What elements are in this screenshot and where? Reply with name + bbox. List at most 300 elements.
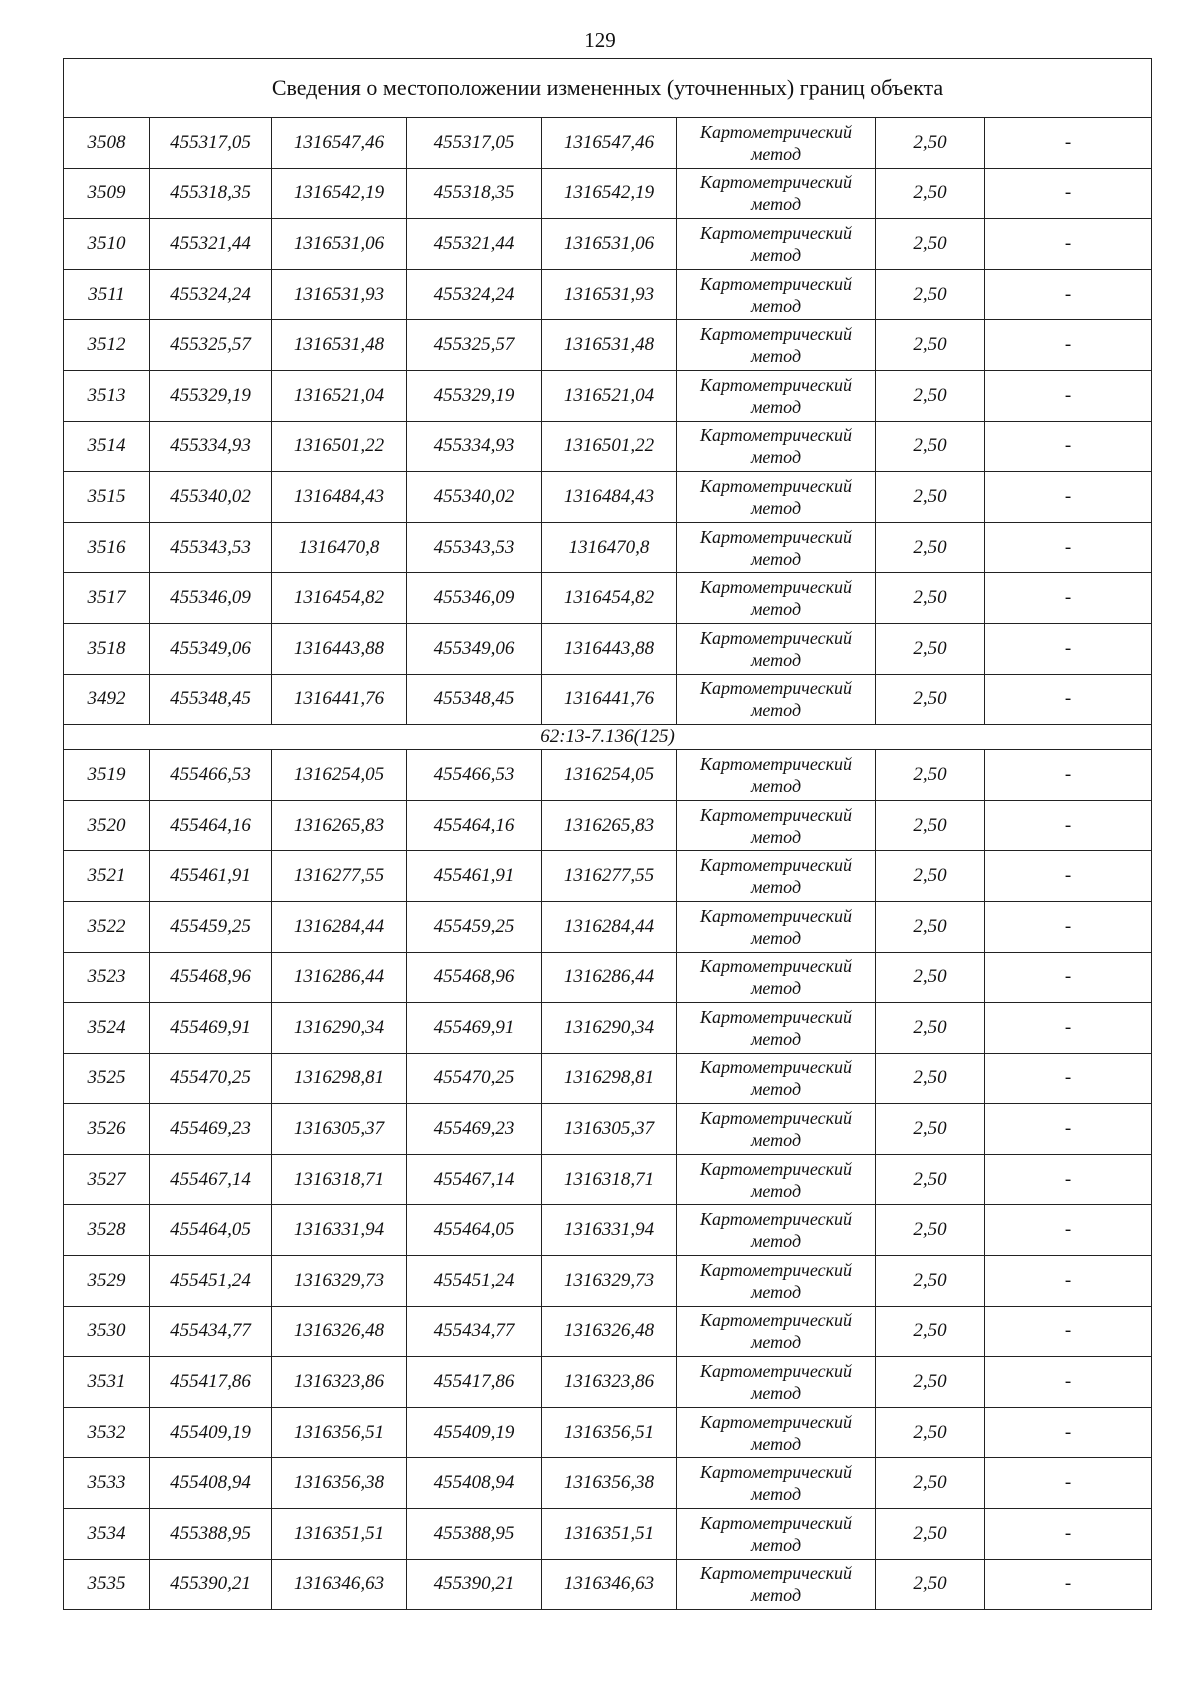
method-line-1: Картометрический bbox=[699, 804, 852, 825]
description-cell: - bbox=[985, 472, 1152, 523]
method-cell bbox=[677, 1154, 876, 1205]
y-existing-cell: 1316441,76 bbox=[272, 674, 407, 725]
y-new-cell: 1316351,51 bbox=[542, 1509, 677, 1560]
table-row bbox=[64, 901, 1152, 952]
description-cell: - bbox=[985, 370, 1152, 421]
description-cell: - bbox=[985, 573, 1152, 624]
y-new-cell: 1316254,05 bbox=[542, 750, 677, 801]
method-line-2: метод bbox=[750, 927, 802, 948]
table-row bbox=[64, 1154, 1152, 1205]
point-number-cell: 3528 bbox=[64, 1205, 150, 1256]
y-existing-cell: 1316298,81 bbox=[272, 1053, 407, 1104]
accuracy-cell: 2,50 bbox=[876, 623, 985, 674]
accuracy-cell: 2,50 bbox=[876, 1053, 985, 1104]
y-new-cell: 1316326,48 bbox=[542, 1306, 677, 1357]
x-existing-cell: 455388,95 bbox=[150, 1509, 272, 1560]
y-existing-cell: 1316521,04 bbox=[272, 370, 407, 421]
point-number-cell: 3524 bbox=[64, 1003, 150, 1054]
accuracy-cell: 2,50 bbox=[876, 168, 985, 219]
x-existing-cell: 455468,96 bbox=[150, 952, 272, 1003]
method-cell bbox=[677, 1458, 876, 1509]
y-existing-cell: 1316484,43 bbox=[272, 472, 407, 523]
method-line-1: Картометрический bbox=[699, 374, 852, 395]
x-existing-cell: 455346,09 bbox=[150, 573, 272, 624]
description-cell: - bbox=[985, 800, 1152, 851]
x-existing-cell: 455434,77 bbox=[150, 1306, 272, 1357]
x-new-cell: 455461,91 bbox=[407, 851, 542, 902]
method-cell bbox=[677, 1205, 876, 1256]
x-new-cell: 455348,45 bbox=[407, 674, 542, 725]
method-line-1: Картометрический bbox=[699, 273, 852, 294]
description-cell: - bbox=[985, 674, 1152, 725]
y-existing-cell: 1316531,06 bbox=[272, 219, 407, 270]
method-line-2: метод bbox=[750, 775, 802, 796]
x-new-cell: 455408,94 bbox=[407, 1458, 542, 1509]
table-row bbox=[64, 219, 1152, 270]
y-existing-cell: 1316284,44 bbox=[272, 901, 407, 952]
y-existing-cell: 1316501,22 bbox=[272, 421, 407, 472]
y-new-cell: 1316531,93 bbox=[542, 269, 677, 320]
method-line-1: Картометрический bbox=[699, 425, 852, 446]
point-number-cell: 3515 bbox=[64, 472, 150, 523]
method-cell bbox=[677, 522, 876, 573]
x-existing-cell: 455417,86 bbox=[150, 1357, 272, 1408]
x-existing-cell: 455329,19 bbox=[150, 370, 272, 421]
method-cell bbox=[677, 421, 876, 472]
y-new-cell: 1316454,82 bbox=[542, 573, 677, 624]
description-cell: - bbox=[985, 1306, 1152, 1357]
table-row bbox=[64, 1104, 1152, 1155]
y-existing-cell: 1316318,71 bbox=[272, 1154, 407, 1205]
x-existing-cell: 455464,05 bbox=[150, 1205, 272, 1256]
method-cell bbox=[677, 1509, 876, 1560]
y-new-cell: 1316542,19 bbox=[542, 168, 677, 219]
x-existing-cell: 455409,19 bbox=[150, 1407, 272, 1458]
description-cell: - bbox=[985, 1205, 1152, 1256]
point-number-cell: 3509 bbox=[64, 168, 150, 219]
accuracy-cell: 2,50 bbox=[876, 370, 985, 421]
y-new-cell: 1316265,83 bbox=[542, 800, 677, 851]
accuracy-cell: 2,50 bbox=[876, 573, 985, 624]
table-row bbox=[64, 800, 1152, 851]
x-existing-cell: 455324,24 bbox=[150, 269, 272, 320]
y-existing-cell: 1316331,94 bbox=[272, 1205, 407, 1256]
x-new-cell: 455318,35 bbox=[407, 168, 542, 219]
y-existing-cell: 1316265,83 bbox=[272, 800, 407, 851]
x-new-cell: 455349,06 bbox=[407, 623, 542, 674]
x-existing-cell: 455464,16 bbox=[150, 800, 272, 851]
method-cell bbox=[677, 370, 876, 421]
y-existing-cell: 1316542,19 bbox=[272, 168, 407, 219]
method-cell bbox=[677, 269, 876, 320]
section-row bbox=[64, 725, 1152, 750]
table-row bbox=[64, 1205, 1152, 1256]
table-row bbox=[64, 168, 1152, 219]
method-line-2: метод bbox=[750, 194, 802, 215]
x-existing-cell: 455317,05 bbox=[150, 118, 272, 169]
point-number-cell: 3534 bbox=[64, 1509, 150, 1560]
table-row bbox=[64, 320, 1152, 371]
y-new-cell: 1316521,04 bbox=[542, 370, 677, 421]
method-line-2: метод bbox=[750, 978, 802, 999]
method-line-2: метод bbox=[750, 599, 802, 620]
point-number-cell: 3520 bbox=[64, 800, 150, 851]
table-row bbox=[64, 1357, 1152, 1408]
y-new-cell: 1316484,43 bbox=[542, 472, 677, 523]
x-existing-cell: 455334,93 bbox=[150, 421, 272, 472]
point-number-cell: 3518 bbox=[64, 623, 150, 674]
x-existing-cell: 455321,44 bbox=[150, 219, 272, 270]
x-new-cell: 455340,02 bbox=[407, 472, 542, 523]
x-new-cell: 455325,57 bbox=[407, 320, 542, 371]
method-line-1: Картометрический bbox=[699, 1259, 852, 1280]
table-row bbox=[64, 1407, 1152, 1458]
y-existing-cell: 1316454,82 bbox=[272, 573, 407, 624]
accuracy-cell: 2,50 bbox=[876, 472, 985, 523]
accuracy-cell: 2,50 bbox=[876, 952, 985, 1003]
method-cell bbox=[677, 573, 876, 624]
table-row bbox=[64, 851, 1152, 902]
y-new-cell: 1316331,94 bbox=[542, 1205, 677, 1256]
description-cell: - bbox=[985, 851, 1152, 902]
method-cell bbox=[677, 1407, 876, 1458]
method-cell bbox=[677, 800, 876, 851]
page-number: 129 bbox=[584, 28, 616, 52]
x-new-cell: 455321,44 bbox=[407, 219, 542, 270]
table-row bbox=[64, 952, 1152, 1003]
description-cell: - bbox=[985, 1509, 1152, 1560]
description-cell: - bbox=[985, 623, 1152, 674]
y-new-cell: 1316298,81 bbox=[542, 1053, 677, 1104]
description-cell: - bbox=[985, 219, 1152, 270]
y-new-cell: 1316277,55 bbox=[542, 851, 677, 902]
x-new-cell: 455464,16 bbox=[407, 800, 542, 851]
y-new-cell: 1316290,34 bbox=[542, 1003, 677, 1054]
method-line-2: метод bbox=[750, 1028, 802, 1049]
method-cell bbox=[677, 118, 876, 169]
method-line-2: метод bbox=[750, 1585, 802, 1606]
method-line-2: метод bbox=[750, 1383, 802, 1404]
x-new-cell: 455409,19 bbox=[407, 1407, 542, 1458]
description-cell: - bbox=[985, 1104, 1152, 1155]
method-cell bbox=[677, 1559, 876, 1610]
method-line-1: Картометрический bbox=[699, 1361, 852, 1382]
y-new-cell: 1316284,44 bbox=[542, 901, 677, 952]
table-row bbox=[64, 472, 1152, 523]
method-line-2: метод bbox=[750, 1433, 802, 1454]
method-cell bbox=[677, 1357, 876, 1408]
point-number-cell: 3522 bbox=[64, 901, 150, 952]
x-existing-cell: 455390,21 bbox=[150, 1559, 272, 1610]
method-cell bbox=[677, 1003, 876, 1054]
method-line-2: метод bbox=[750, 497, 802, 518]
description-cell: - bbox=[985, 320, 1152, 371]
method-line-1: Картометрический bbox=[699, 475, 852, 496]
accuracy-cell: 2,50 bbox=[876, 800, 985, 851]
method-line-2: метод bbox=[750, 1534, 802, 1555]
x-existing-cell: 455343,53 bbox=[150, 522, 272, 573]
point-number-cell: 3527 bbox=[64, 1154, 150, 1205]
x-existing-cell: 455325,57 bbox=[150, 320, 272, 371]
method-line-1: Картометрический bbox=[699, 577, 852, 598]
method-line-2: метод bbox=[750, 1180, 802, 1201]
description-cell: - bbox=[985, 1003, 1152, 1054]
method-cell bbox=[677, 952, 876, 1003]
method-line-2: метод bbox=[750, 649, 802, 670]
table-row bbox=[64, 421, 1152, 472]
y-existing-cell: 1316305,37 bbox=[272, 1104, 407, 1155]
x-existing-cell: 455318,35 bbox=[150, 168, 272, 219]
x-existing-cell: 455348,45 bbox=[150, 674, 272, 725]
x-new-cell: 455451,24 bbox=[407, 1256, 542, 1307]
table-row bbox=[64, 573, 1152, 624]
point-number-cell: 3513 bbox=[64, 370, 150, 421]
x-new-cell: 455417,86 bbox=[407, 1357, 542, 1408]
method-line-1: Картометрический bbox=[699, 956, 852, 977]
method-line-1: Картометрический bbox=[699, 1158, 852, 1179]
method-line-2: метод bbox=[750, 1130, 802, 1151]
x-new-cell: 455464,05 bbox=[407, 1205, 542, 1256]
method-cell bbox=[677, 851, 876, 902]
table-row bbox=[64, 118, 1152, 169]
method-line-2: метод bbox=[750, 346, 802, 367]
x-existing-cell: 455349,06 bbox=[150, 623, 272, 674]
method-line-2: метод bbox=[750, 1484, 802, 1505]
point-number-cell: 3529 bbox=[64, 1256, 150, 1307]
accuracy-cell: 2,50 bbox=[876, 269, 985, 320]
method-line-1: Картометрический bbox=[699, 1108, 852, 1129]
y-existing-cell: 1316531,48 bbox=[272, 320, 407, 371]
point-number-cell: 3530 bbox=[64, 1306, 150, 1357]
x-new-cell: 455467,14 bbox=[407, 1154, 542, 1205]
x-existing-cell: 455408,94 bbox=[150, 1458, 272, 1509]
accuracy-cell: 2,50 bbox=[876, 851, 985, 902]
method-line-2: метод bbox=[750, 1281, 802, 1302]
accuracy-cell: 2,50 bbox=[876, 750, 985, 801]
method-line-1: Картометрический bbox=[699, 1310, 852, 1331]
point-number-cell: 3517 bbox=[64, 573, 150, 624]
accuracy-cell: 2,50 bbox=[876, 421, 985, 472]
y-new-cell: 1316323,86 bbox=[542, 1357, 677, 1408]
method-cell bbox=[677, 674, 876, 725]
table-row bbox=[64, 623, 1152, 674]
x-existing-cell: 455469,91 bbox=[150, 1003, 272, 1054]
accuracy-cell: 2,50 bbox=[876, 1458, 985, 1509]
point-number-cell: 3531 bbox=[64, 1357, 150, 1408]
method-line-1: Картометрический bbox=[699, 1512, 852, 1533]
accuracy-cell: 2,50 bbox=[876, 522, 985, 573]
table-row bbox=[64, 1559, 1152, 1610]
description-cell: - bbox=[985, 1458, 1152, 1509]
y-existing-cell: 1316356,38 bbox=[272, 1458, 407, 1509]
x-new-cell: 455346,09 bbox=[407, 573, 542, 624]
y-new-cell: 1316356,51 bbox=[542, 1407, 677, 1458]
description-cell: - bbox=[985, 1154, 1152, 1205]
description-cell: - bbox=[985, 1357, 1152, 1408]
point-number-cell: 3514 bbox=[64, 421, 150, 472]
y-existing-cell: 1316286,44 bbox=[272, 952, 407, 1003]
table-row bbox=[64, 1509, 1152, 1560]
method-line-1: Картометрический bbox=[699, 1411, 852, 1432]
y-existing-cell: 1316254,05 bbox=[272, 750, 407, 801]
point-number-cell: 3510 bbox=[64, 219, 150, 270]
accuracy-cell: 2,50 bbox=[876, 1154, 985, 1205]
point-number-cell: 3516 bbox=[64, 522, 150, 573]
x-new-cell: 455468,96 bbox=[407, 952, 542, 1003]
description-cell: - bbox=[985, 1256, 1152, 1307]
table-caption: Сведения о местоположении измененных (уточненных) границ объекта bbox=[64, 59, 1152, 118]
x-existing-cell: 455461,91 bbox=[150, 851, 272, 902]
y-existing-cell: 1316323,86 bbox=[272, 1357, 407, 1408]
method-cell bbox=[677, 1256, 876, 1307]
accuracy-cell: 2,50 bbox=[876, 1509, 985, 1560]
description-cell: - bbox=[985, 118, 1152, 169]
method-line-1: Картометрический bbox=[699, 121, 852, 142]
y-existing-cell: 1316547,46 bbox=[272, 118, 407, 169]
table-row bbox=[64, 522, 1152, 573]
x-existing-cell: 455451,24 bbox=[150, 1256, 272, 1307]
x-new-cell: 455329,19 bbox=[407, 370, 542, 421]
accuracy-cell: 2,50 bbox=[876, 1256, 985, 1307]
x-existing-cell: 455459,25 bbox=[150, 901, 272, 952]
method-cell bbox=[677, 901, 876, 952]
method-line-2: метод bbox=[750, 700, 802, 721]
method-line-2: метод bbox=[750, 143, 802, 164]
accuracy-cell: 2,50 bbox=[876, 1357, 985, 1408]
x-new-cell: 455324,24 bbox=[407, 269, 542, 320]
method-line-2: метод bbox=[750, 1231, 802, 1252]
table-body bbox=[64, 59, 1152, 1610]
table-row bbox=[64, 1256, 1152, 1307]
y-existing-cell: 1316329,73 bbox=[272, 1256, 407, 1307]
y-new-cell: 1316470,8 bbox=[542, 522, 677, 573]
method-cell bbox=[677, 219, 876, 270]
accuracy-cell: 2,50 bbox=[876, 219, 985, 270]
x-new-cell: 455469,23 bbox=[407, 1104, 542, 1155]
description-cell: - bbox=[985, 1053, 1152, 1104]
table-row bbox=[64, 674, 1152, 725]
x-new-cell: 455317,05 bbox=[407, 118, 542, 169]
x-new-cell: 455388,95 bbox=[407, 1509, 542, 1560]
description-cell: - bbox=[985, 522, 1152, 573]
method-line-1: Картометрический bbox=[699, 1209, 852, 1230]
method-line-2: метод bbox=[750, 447, 802, 468]
point-number-cell: 3512 bbox=[64, 320, 150, 371]
description-cell: - bbox=[985, 901, 1152, 952]
y-new-cell: 1316531,48 bbox=[542, 320, 677, 371]
method-line-1: Картометрический bbox=[699, 753, 852, 774]
x-new-cell: 455470,25 bbox=[407, 1053, 542, 1104]
y-existing-cell: 1316470,8 bbox=[272, 522, 407, 573]
boundary-coordinates-table bbox=[63, 58, 1152, 1610]
table-row bbox=[64, 370, 1152, 421]
y-new-cell: 1316441,76 bbox=[542, 674, 677, 725]
method-line-2: метод bbox=[750, 826, 802, 847]
point-number-cell: 3533 bbox=[64, 1458, 150, 1509]
x-existing-cell: 455467,14 bbox=[150, 1154, 272, 1205]
accuracy-cell: 2,50 bbox=[876, 1559, 985, 1610]
y-new-cell: 1316286,44 bbox=[542, 952, 677, 1003]
x-new-cell: 455434,77 bbox=[407, 1306, 542, 1357]
accuracy-cell: 2,50 bbox=[876, 1205, 985, 1256]
x-existing-cell: 455470,25 bbox=[150, 1053, 272, 1104]
accuracy-cell: 2,50 bbox=[876, 1003, 985, 1054]
x-existing-cell: 455469,23 bbox=[150, 1104, 272, 1155]
y-existing-cell: 1316443,88 bbox=[272, 623, 407, 674]
point-number-cell: 3508 bbox=[64, 118, 150, 169]
section-label: 62:13-7.136(125) bbox=[64, 725, 1152, 750]
method-line-1: Картометрический bbox=[699, 324, 852, 345]
x-new-cell: 455459,25 bbox=[407, 901, 542, 952]
table-row bbox=[64, 1003, 1152, 1054]
description-cell: - bbox=[985, 168, 1152, 219]
method-line-1: Картометрический bbox=[699, 678, 852, 699]
method-line-1: Картометрический bbox=[699, 1006, 852, 1027]
description-cell: - bbox=[985, 269, 1152, 320]
accuracy-cell: 2,50 bbox=[876, 1104, 985, 1155]
table-row bbox=[64, 1053, 1152, 1104]
accuracy-cell: 2,50 bbox=[876, 320, 985, 371]
y-existing-cell: 1316277,55 bbox=[272, 851, 407, 902]
x-existing-cell: 455466,53 bbox=[150, 750, 272, 801]
y-existing-cell: 1316531,93 bbox=[272, 269, 407, 320]
table-row bbox=[64, 1306, 1152, 1357]
y-new-cell: 1316443,88 bbox=[542, 623, 677, 674]
method-line-1: Картометрический bbox=[699, 1057, 852, 1078]
description-cell: - bbox=[985, 1559, 1152, 1610]
point-number-cell: 3525 bbox=[64, 1053, 150, 1104]
method-line-2: метод bbox=[750, 1332, 802, 1353]
point-number-cell: 3532 bbox=[64, 1407, 150, 1458]
method-line-1: Картометрический bbox=[699, 905, 852, 926]
method-line-2: метод bbox=[750, 1079, 802, 1100]
point-number-cell: 3492 bbox=[64, 674, 150, 725]
point-number-cell: 3523 bbox=[64, 952, 150, 1003]
table-row bbox=[64, 269, 1152, 320]
description-cell: - bbox=[985, 750, 1152, 801]
method-line-1: Картометрический bbox=[699, 1563, 852, 1584]
method-cell bbox=[677, 750, 876, 801]
method-cell bbox=[677, 623, 876, 674]
method-cell bbox=[677, 472, 876, 523]
method-cell bbox=[677, 1306, 876, 1357]
method-cell bbox=[677, 320, 876, 371]
y-new-cell: 1316356,38 bbox=[542, 1458, 677, 1509]
y-new-cell: 1316305,37 bbox=[542, 1104, 677, 1155]
method-line-1: Картометрический bbox=[699, 627, 852, 648]
y-new-cell: 1316501,22 bbox=[542, 421, 677, 472]
x-existing-cell: 455340,02 bbox=[150, 472, 272, 523]
table-row bbox=[64, 750, 1152, 801]
description-cell: - bbox=[985, 421, 1152, 472]
y-new-cell: 1316346,63 bbox=[542, 1559, 677, 1610]
accuracy-cell: 2,50 bbox=[876, 1407, 985, 1458]
point-number-cell: 3511 bbox=[64, 269, 150, 320]
method-line-2: метод bbox=[750, 548, 802, 569]
x-new-cell: 455469,91 bbox=[407, 1003, 542, 1054]
description-cell: - bbox=[985, 952, 1152, 1003]
method-line-2: метод bbox=[750, 244, 802, 265]
y-new-cell: 1316318,71 bbox=[542, 1154, 677, 1205]
accuracy-cell: 2,50 bbox=[876, 674, 985, 725]
method-cell bbox=[677, 168, 876, 219]
description-cell: - bbox=[985, 1407, 1152, 1458]
x-new-cell: 455466,53 bbox=[407, 750, 542, 801]
method-cell bbox=[677, 1104, 876, 1155]
y-new-cell: 1316329,73 bbox=[542, 1256, 677, 1307]
method-line-2: метод bbox=[750, 295, 802, 316]
point-number-cell: 3519 bbox=[64, 750, 150, 801]
